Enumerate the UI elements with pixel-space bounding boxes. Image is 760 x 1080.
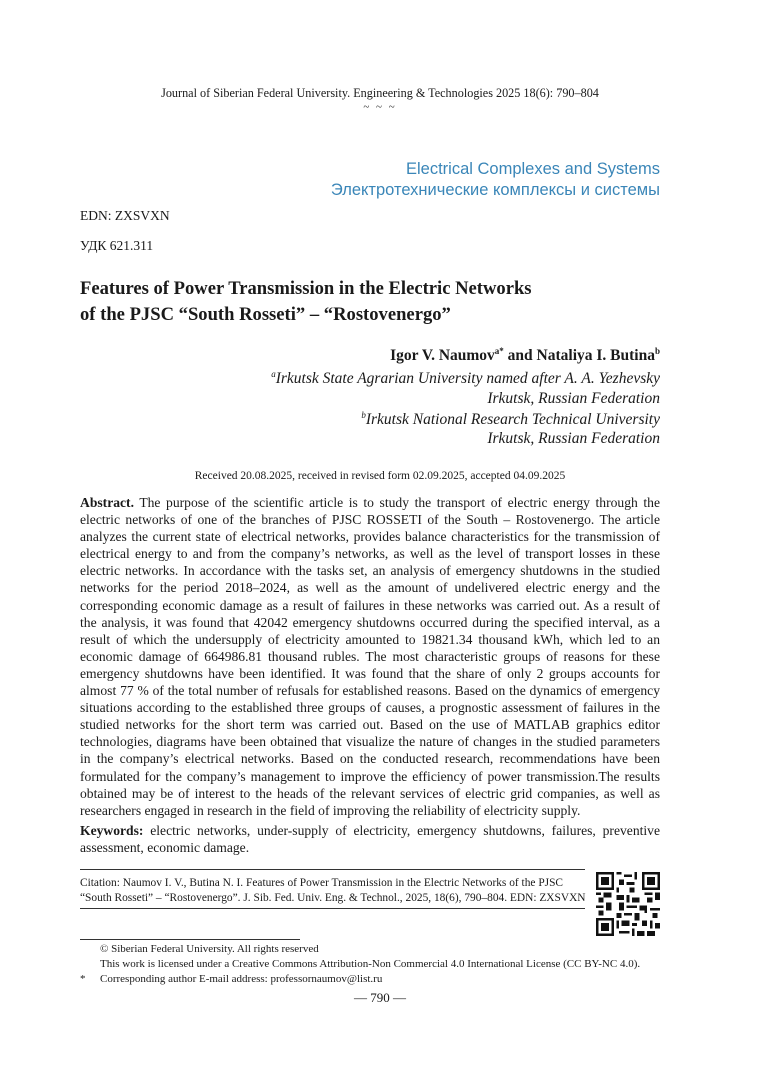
article-title-line1: Features of Power Transmission in the Electric Networks [80, 278, 532, 299]
abstract-label: Abstract. [80, 495, 134, 510]
license-note: This work is licensed under a Creative Commons Attribution-Non Commercial 4.0 International License (CC BY-NC 4.0). [100, 958, 641, 970]
citation-top-rule [80, 869, 585, 870]
citation-line2: “South Rosseti” – “Rostovenergo”. J. Sib. Fed. Univ. Eng. & Technol., 2025, 18(6), 790–804. EDN: ZXSVXN [80, 892, 586, 904]
corresponding-mark: * [80, 973, 86, 985]
edn-code: EDN: ZXSVXN [80, 208, 170, 223]
page-number: — 790 — [354, 990, 406, 1005]
header-separator: ~ ~ ~ [363, 101, 397, 113]
section-title-ru: Электротехнические комплексы и системы [330, 181, 660, 199]
authors [390, 346, 660, 365]
affiliation-b-name: Irkutsk National Research Technical University [365, 411, 660, 429]
affiliation-b-sup: b [361, 410, 366, 420]
article-title [80, 276, 680, 328]
abstract-text: The purpose of the scientific article is to study the transport of electric energy through the electric networks of one of the branches of PJSC ROSSETI of the South – Rostovenergo. The article analyzes the current state of electrical networks, provides balance characteristics for the transmission of electrical energy to and from the company’s networks, as well as the level of transport losses in these electric networks. In accordance with the tasks set, an analysis of emergency shutdowns in the studied networks for the period 2018–2024, as well as the amount of undelivered electric energy and the corresponding economic damage as a result of failures in these networks was carried out. As a result of the analysis, it was found that 42042 emergency shutdowns occurred during the specified interval, as a result of which the undersupply of electricity amounted to 19821.34 thousand kWh, which led to an economic damage of 664986.81 thousand rubles. The most characteristic groups of reasons for these emergency shutdowns have been identified. It was found that the share of only 2 groups accounts for almost 77 % of the total number of refusals for established reasons. Based on the dynamics of emergency situations according to the established three groups of causes, a prognostic assessment of failures in the studied networks for the short term was carried out. Based on the use of MATLAB graphics editor technologies, diagrams have been obtained that visualize the nature of changes in the studied parameters in the company’s electrical networks. Based on the conducted research, recommendations have been formulated for the company’s management to improve the efficiency of power transmission.The results obtained may be of interest to the heads of the relevant services of electric grid companies, as well as researchers engaged in research in the field of improving the reliability of electricity supply. [80, 495, 660, 818]
abstract [80, 494, 660, 819]
keywords [80, 822, 660, 856]
citation [80, 876, 585, 906]
footnote-rule [80, 939, 300, 940]
copyright-note: © Siberian Federal University. All rights reserved [100, 943, 319, 955]
author-2-sup: b [654, 346, 660, 356]
authors-and: and [503, 347, 537, 365]
author-1: Igor V. Naumov [390, 347, 495, 365]
journal-header: Journal of Siberian Federal University. Engineering & Technologies 2025 18(6): 790–804 [161, 86, 599, 100]
affiliation-a-sup: a [271, 369, 276, 379]
citation-line1: Citation: Naumov I. V., Butina N. I. Features of Power Transmission in the Electric Networks of the PJSC [80, 877, 564, 889]
section-title-en: Electrical Complexes and Systems [405, 160, 660, 178]
affiliation-b-line2: Irkutsk, Russian Federation [487, 430, 660, 447]
author-1-sup: a* [494, 346, 504, 356]
article-title-line2: of the PJSC “South Rosseti” – “Rostovenergo” [80, 304, 451, 325]
keywords-text: electric networks, under-supply of electricity, emergency shutdowns, failures, preventive assessment, economic damage. [80, 823, 660, 856]
affiliation-a-name: Irkutsk State Agrarian University named after A. A. Yezhevsky [275, 370, 660, 388]
udk-code: УДК 621.311 [80, 238, 154, 253]
affiliation-a-line1 [271, 369, 660, 388]
qr-code-icon [596, 872, 660, 936]
author-2: Nataliya I. Butina [536, 347, 655, 365]
affiliation-a-line2: Irkutsk, Russian Federation [487, 390, 660, 407]
keywords-label: Keywords: [80, 823, 144, 838]
citation-bottom-rule [80, 908, 585, 909]
affiliation-b-line1 [361, 410, 660, 429]
received-dates: Received 20.08.2025, received in revised form 02.09.2025, accepted 04.09.2025 [194, 470, 566, 482]
corresponding-author-note: Corresponding author E-mail address: professornaumov@list.ru [100, 973, 383, 985]
